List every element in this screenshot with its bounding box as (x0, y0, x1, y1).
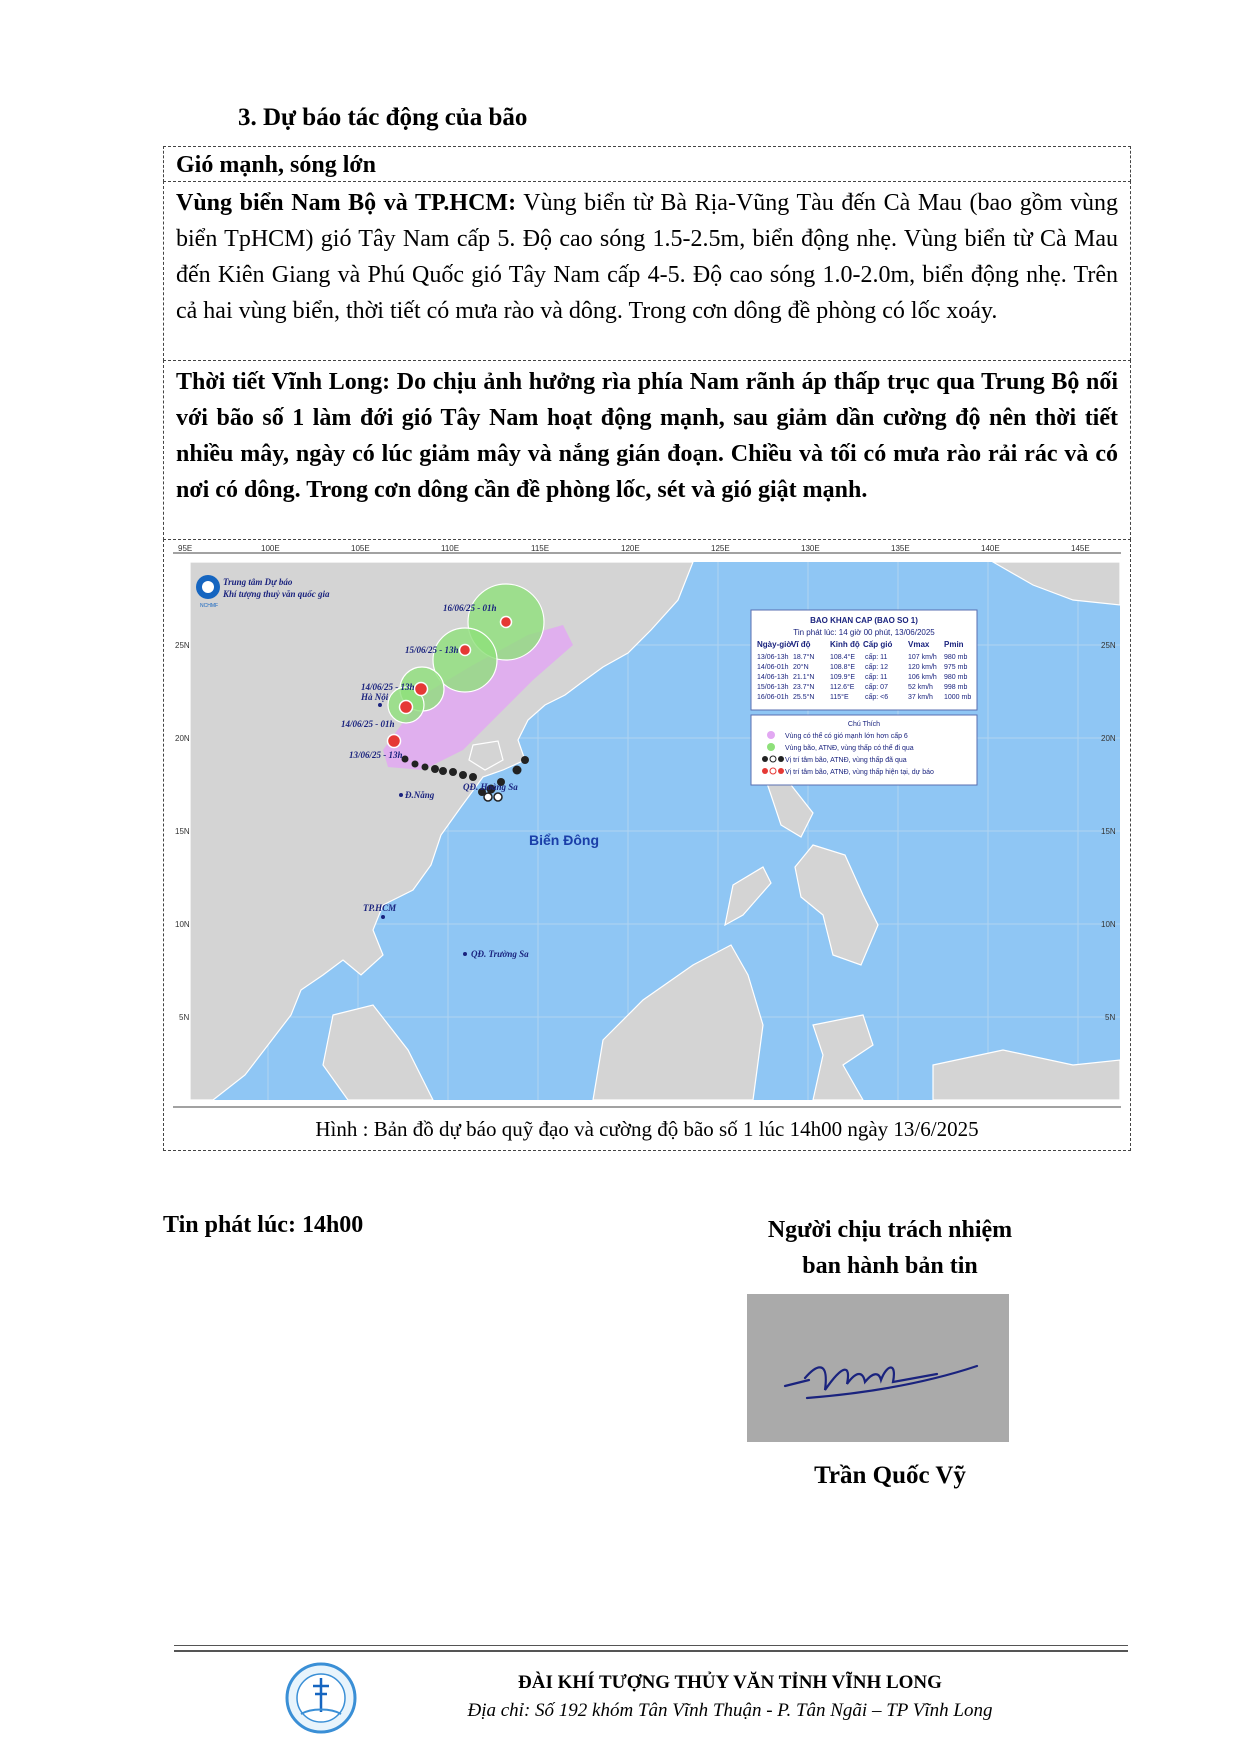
row-map (163, 539, 1131, 1151)
bulletin-cell: 120 km/h (908, 664, 937, 671)
southern-sea-lead: Vùng biển Nam Bộ và TP.HCM: (176, 190, 517, 216)
bulletin-header: Vĩ độ (791, 640, 811, 649)
lon-label: 120E (621, 545, 640, 553)
station-logo-icon (285, 1662, 357, 1734)
agency-name-2: Khí tượng thuỷ văn quốc gia (223, 589, 330, 599)
lon-label: 140E (981, 545, 1000, 553)
place-danang: Đ.Nẵng (405, 790, 435, 800)
row-wind-waves: Gió mạnh, sóng lớn (163, 146, 1131, 182)
bulletin-cell: 975 mb (944, 664, 968, 671)
lat-label: 10N (1101, 920, 1116, 929)
legend-item: Vùng có thể có gió mạnh lớn hơn cấp 6 (785, 733, 908, 740)
bulletin-cell: 15/06-13h (757, 684, 789, 691)
legend-item: Vị trí tâm bão, ATNĐ, vùng thấp hiện tại, dự báo (785, 769, 934, 776)
bulletin-cell: 18.7°N (793, 654, 815, 661)
row-southern-sea (163, 181, 1131, 361)
track-label: 14/06/25 - 13h (361, 682, 415, 692)
bulletin-cell: 37 km/h (908, 694, 933, 701)
lat-label: 25N (175, 641, 190, 650)
lat-label: 25N (1101, 641, 1116, 650)
footer-divider (174, 1650, 1128, 1652)
signature-image (747, 1294, 1009, 1442)
lon-label: 115E (531, 545, 550, 553)
bulletin-issued: Tin phát lúc: 14 giờ 00 phút, 13/06/2025 (793, 628, 935, 637)
responsible-line1: Người chịu trách nhiệm (767, 1217, 1013, 1243)
bulletin-cell: 21.1°N (793, 674, 815, 681)
lon-label: 145E (1071, 545, 1090, 553)
lat-label: 15N (1101, 827, 1116, 836)
place-hoangsa: QĐ. Hoàng Sa (463, 782, 518, 792)
legend-item: Vùng bão, ATNĐ, vùng thấp có thể đi qua (785, 745, 914, 752)
bulletin-header: Cấp gió (863, 640, 893, 649)
section-heading: 3. Dự báo tác động của bão (238, 104, 528, 131)
bulletin-cell: 1000 mb (944, 694, 972, 701)
bulletin-cell: 14/06-13h (757, 674, 789, 681)
place-truongsa: QĐ. Trường Sa (471, 949, 529, 959)
footer-org: ĐÀI KHÍ TƯỢNG THỦY VĂN TỈNH VĨNH LONG (518, 1672, 942, 1693)
track-label: 15/06/25 - 13h (405, 645, 459, 655)
bulletin-cell: 20°N (793, 664, 809, 671)
lon-label: 125E (711, 545, 730, 553)
bulletin-cell: 13/06-13h (757, 654, 789, 661)
bulletin-header: Vmax (908, 640, 930, 649)
southern-sea-text: Vùng biển từ Bà Rịa-Vũng Tàu đến Cà Mau (bao gồm vùng biển TpHCM) gió Tây Nam cấp 5. Độ cao sóng 1.5-2.5m, biển động nhẹ. Vùng biển từ Cà Mau đến Kiên Giang và Phú Quốc gió Tây Nam cấp 4-5. Độ cao sóng 1.0-2.0m, biển động nhẹ. Trên cả hai vùng biển, thời tiết có mưa rào và dông. Trong cơn dông đề phòng có lốc xoáy. (176, 190, 1118, 324)
bulletin-header: Ngày-giờ (757, 640, 793, 649)
bulletin-cell: 998 mb (944, 684, 968, 691)
signer-name: Trần Quốc Vỹ (814, 1462, 966, 1489)
bulletin-header: Pmin (944, 640, 964, 649)
bulletin-table (751, 610, 977, 710)
bulletin-cell: 980 mb (944, 654, 968, 661)
agency-logo-text: NCHMF (200, 603, 219, 609)
lat-label: 20N (1101, 734, 1116, 743)
lat-label: 20N (175, 734, 190, 743)
bulletin-cell: 23.7°N (793, 684, 815, 691)
bulletin-cell: 112.6°E (830, 684, 855, 691)
bulletin-cell: 52 km/h (908, 684, 933, 691)
lon-label: 130E (801, 545, 820, 553)
lon-label: 135E (891, 545, 910, 553)
bulletin-cell: cấp: 07 (865, 684, 888, 691)
bulletin-cell: 108.4°E (830, 654, 855, 661)
bulletin-cell: 25.5°N (793, 694, 815, 701)
map-caption: Hình : Bản đồ dự báo quỹ đạo và cường độ bão số 1 lúc 14h00 ngày 13/6/2025 (315, 1117, 979, 1141)
lat-label: 5N (179, 1013, 190, 1022)
bulletin-title: BAO KHAN CAP (BAO SO 1) (810, 616, 918, 625)
lat-label: 5N (1105, 1013, 1116, 1022)
agency-name: Trung tâm Dự báo (223, 577, 293, 587)
map-legend (751, 715, 977, 785)
legend-title: Chú Thích (847, 721, 881, 728)
lon-label: 100E (261, 545, 280, 553)
bulletin-cell: 14/06-01h (757, 664, 789, 671)
place-hanoi: Hà Nội (361, 692, 389, 702)
storm-track-map (173, 545, 1121, 1115)
track-label: 13/06/25 - 13h (349, 750, 403, 760)
footer-divider (174, 1645, 1128, 1646)
bulletin-header: Kinh độ (830, 640, 860, 649)
place-hcm: TP.HCM (363, 903, 397, 913)
issue-time: Tin phát lúc: 14h00 (163, 1212, 364, 1238)
bulletin-cell: cấp: 11 (865, 674, 888, 681)
responsible-person (700, 1212, 1080, 1284)
lat-label: 15N (175, 827, 190, 836)
signature-icon (747, 1294, 1009, 1442)
lat-label: 10N (175, 920, 190, 929)
footer-address: Địa chỉ: Số 192 khóm Tân Vĩnh Thuận - P. Tân Ngãi – TP Vĩnh Long (467, 1700, 993, 1721)
responsible-line2: ban hành bản tin (802, 1253, 978, 1279)
legend-item: Vị trí tâm bão, ATNĐ, vùng thấp đã qua (785, 757, 907, 764)
track-label: 14/06/25 - 01h (341, 719, 395, 729)
bulletin-cell: 980 mb (944, 674, 968, 681)
bulletin-cell: cấp: 11 (865, 654, 888, 661)
bulletin-cell: cấp: 12 (865, 664, 888, 671)
bulletin-cell: cấp: <6 (865, 694, 889, 701)
place-sea: Biển Đông (529, 832, 599, 848)
bulletin-cell: 107 km/h (908, 654, 937, 661)
bulletin-cell: 16/06-01h (757, 694, 789, 701)
bulletin-cell: 109.9°E (830, 674, 855, 681)
bulletin-cell: 106 km/h (908, 674, 937, 681)
lon-label: 105E (351, 545, 370, 553)
lon-label: 110E (441, 545, 460, 553)
bulletin-cell: 115°E (830, 694, 849, 701)
bulletin-cell: 108.8°E (830, 664, 855, 671)
track-label: 16/06/25 - 01h (443, 603, 497, 613)
row-vinh-long-weather: Thời tiết Vĩnh Long: Do chịu ảnh hưởng rìa phía Nam rãnh áp thấp trục qua Trung Bộ nối với bão số 1 làm đới gió Tây Nam hoạt động mạnh, sau giảm dần cường độ nên thời tiết nhiều mây, ngày có lúc giảm mây và nắng gián đoạn. Chiều và tối có mưa rào rải rác và có nơi có dông. Trong cơn dông cần đề phòng lốc, sét và gió giật mạnh. (163, 360, 1131, 540)
lon-label: 95E (178, 545, 193, 553)
